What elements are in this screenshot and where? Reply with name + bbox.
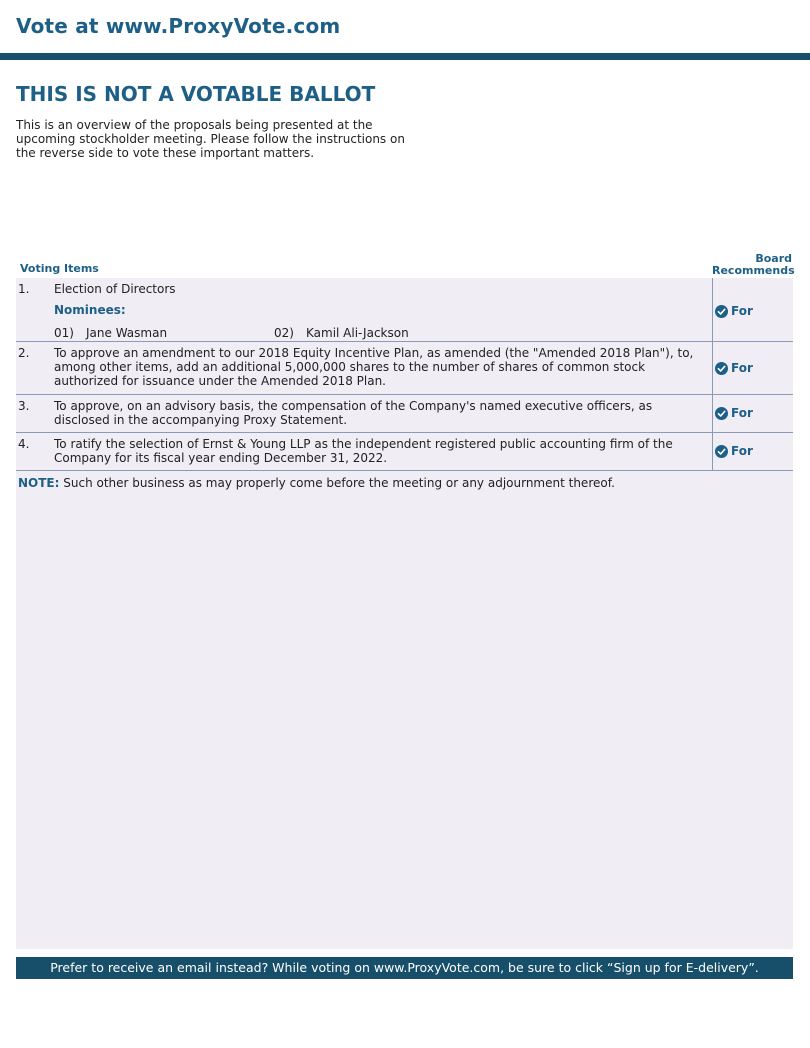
recommendation bbox=[715, 406, 753, 420]
nominees-label: Nominees: bbox=[54, 303, 126, 317]
check-circle-icon bbox=[715, 445, 728, 458]
note bbox=[18, 476, 615, 490]
voting-item-1 bbox=[16, 278, 793, 342]
nominee-2 bbox=[274, 326, 409, 340]
recommendation-label: For bbox=[731, 304, 753, 318]
header-divider bbox=[0, 53, 810, 60]
nominee-number: 02) bbox=[274, 326, 294, 340]
footer-edelivery-banner: Prefer to receive an email instead? While voting on www.ProxyVote.com, be sure to click “Sign up for E-delivery”. bbox=[16, 957, 793, 979]
check-circle-icon bbox=[715, 362, 728, 375]
nominee-1 bbox=[54, 326, 167, 340]
recommendation-label: For bbox=[731, 361, 753, 375]
nominee-name: Kamil Ali-Jackson bbox=[306, 326, 409, 340]
voting-item-4 bbox=[16, 433, 793, 471]
ballot-title: THIS IS NOT A VOTABLE BALLOT bbox=[16, 82, 376, 106]
item-number: 4. bbox=[18, 437, 30, 451]
header-title: Vote at www.ProxyVote.com bbox=[16, 14, 341, 38]
recommendation-cell bbox=[712, 342, 794, 394]
item-text: To approve, on an advisory basis, the compensation of the Company's named executive officers, as disclosed in the accompanying Proxy Statement. bbox=[54, 399, 653, 427]
item-number: 1. bbox=[18, 282, 30, 296]
item-number: 2. bbox=[18, 346, 30, 360]
board-recommends-line2: Recommends bbox=[712, 264, 795, 277]
board-recommends-line1: Board bbox=[755, 252, 792, 265]
check-circle-icon bbox=[715, 305, 728, 318]
board-recommends-header bbox=[712, 252, 795, 277]
note-label: NOTE: bbox=[18, 476, 60, 490]
voting-item-3 bbox=[16, 395, 793, 433]
check-circle-icon bbox=[715, 407, 728, 420]
item-text: To ratify the selection of Ernst & Young LLP as the independent registered public accounting firm of the Company for its fiscal year ending December 31, 2022. bbox=[54, 437, 673, 465]
voting-item-2 bbox=[16, 342, 793, 395]
intro-paragraph: This is an overview of the proposals being presented at the upcoming stockholder meeting. Please follow the instructions on the reverse side to vote these important matters. bbox=[16, 118, 405, 160]
recommendation bbox=[715, 361, 753, 375]
recommendation-label: For bbox=[731, 406, 753, 420]
item-number: 3. bbox=[18, 399, 30, 413]
item-text: To approve an amendment to our 2018 Equity Incentive Plan, as amended (the "Amended 2018 Plan"), to, among other items, add an additional 5,000,000 shares to the number of shares of common stock authorized for issuance under the Amended 2018 Plan. bbox=[54, 346, 694, 388]
recommendation-label: For bbox=[731, 444, 753, 458]
note-text: Such other business as may properly come before the meeting or any adjournment thereof. bbox=[59, 476, 615, 490]
recommendation-cell bbox=[712, 433, 794, 470]
item-text: Election of Directors bbox=[54, 282, 176, 296]
recommendation bbox=[715, 444, 753, 458]
voting-items-header: Voting Items bbox=[20, 262, 99, 275]
recommendation-cell bbox=[712, 278, 794, 341]
nominee-name: Jane Wasman bbox=[86, 326, 168, 340]
recommendation bbox=[715, 304, 753, 318]
recommendation-cell bbox=[712, 395, 794, 432]
nominee-number: 01) bbox=[54, 326, 74, 340]
